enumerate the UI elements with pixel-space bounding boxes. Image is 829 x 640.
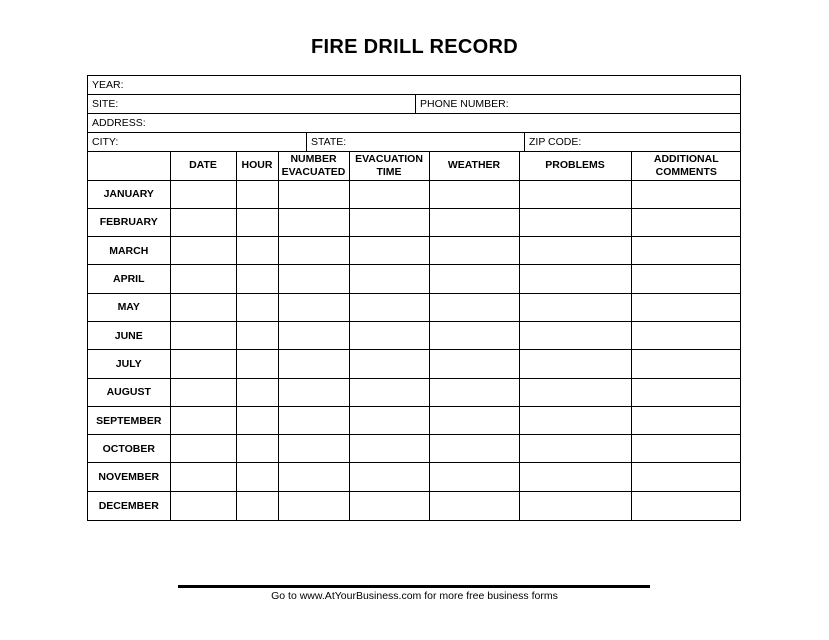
weather-cell[interactable] <box>429 180 519 208</box>
problems-cell[interactable] <box>519 293 631 321</box>
address-row <box>88 114 740 133</box>
address-field[interactable]: ADDRESS: <box>92 117 146 129</box>
hour-cell[interactable] <box>236 491 278 519</box>
weather-cell[interactable] <box>429 321 519 349</box>
date-cell[interactable] <box>170 293 236 321</box>
additional-comments-cell[interactable] <box>631 321 741 349</box>
weather-cell[interactable] <box>429 406 519 434</box>
year-field[interactable]: YEAR: <box>92 79 124 91</box>
zip-code-field[interactable]: ZIP CODE: <box>524 133 740 151</box>
evacuation-time-cell[interactable] <box>349 463 429 491</box>
number-evacuated-cell[interactable] <box>278 406 349 434</box>
date-cell[interactable] <box>170 237 236 265</box>
weather-cell[interactable] <box>429 265 519 293</box>
hour-cell[interactable] <box>236 435 278 463</box>
hour-cell[interactable] <box>236 378 278 406</box>
additional-comments-cell[interactable] <box>631 491 741 519</box>
additional-comments-cell[interactable] <box>631 406 741 434</box>
weather-cell[interactable] <box>429 435 519 463</box>
year-row <box>88 76 740 95</box>
month-label: FEBRUARY <box>88 208 170 236</box>
hour-cell[interactable] <box>236 265 278 293</box>
number-evacuated-cell[interactable] <box>278 350 349 378</box>
weather-cell[interactable] <box>429 350 519 378</box>
problems-cell[interactable] <box>519 208 631 236</box>
month-label: DECEMBER <box>88 491 170 519</box>
date-cell[interactable] <box>170 435 236 463</box>
number-evacuated-cell[interactable] <box>278 378 349 406</box>
number-evacuated-cell[interactable] <box>278 321 349 349</box>
city-row <box>88 133 740 152</box>
date-cell[interactable] <box>170 321 236 349</box>
header-row <box>88 152 741 180</box>
drill-log-table <box>88 152 741 520</box>
table-row <box>88 237 741 265</box>
month-label: JULY <box>88 350 170 378</box>
site-row <box>88 95 740 114</box>
number-evacuated-cell[interactable] <box>278 491 349 519</box>
phone-number-field[interactable]: PHONE NUMBER: <box>415 95 740 113</box>
weather-cell[interactable] <box>429 378 519 406</box>
evacuation-time-cell[interactable] <box>349 321 429 349</box>
corner-header <box>88 152 170 180</box>
month-label: MAY <box>88 293 170 321</box>
date-cell[interactable] <box>170 350 236 378</box>
page-title: FIRE DRILL RECORD <box>311 36 518 58</box>
additional-comments-cell[interactable] <box>631 265 741 293</box>
table-row <box>88 378 741 406</box>
month-label: MARCH <box>88 237 170 265</box>
date-cell[interactable] <box>170 378 236 406</box>
hour-cell[interactable] <box>236 321 278 349</box>
hour-cell[interactable] <box>236 406 278 434</box>
additional-comments-header: ADDITIONAL COMMENTS <box>631 152 741 180</box>
additional-comments-cell[interactable] <box>631 378 741 406</box>
additional-comments-cell[interactable] <box>631 463 741 491</box>
date-cell[interactable] <box>170 265 236 293</box>
problems-cell[interactable] <box>519 237 631 265</box>
weather-cell[interactable] <box>429 208 519 236</box>
hour-cell[interactable] <box>236 208 278 236</box>
weather-cell[interactable] <box>429 293 519 321</box>
date-cell[interactable] <box>170 406 236 434</box>
problems-cell[interactable] <box>519 350 631 378</box>
table-row <box>88 321 741 349</box>
evacuation-time-header: EVACUATION TIME <box>349 152 429 180</box>
date-header: DATE <box>170 152 236 180</box>
number-evacuated-header: NUMBER EVACUATED <box>278 152 349 180</box>
number-evacuated-cell[interactable] <box>278 180 349 208</box>
footer-note: Go to www.AtYourBusiness.com for more free business forms <box>271 590 558 602</box>
evacuation-time-cell[interactable] <box>349 491 429 519</box>
additional-comments-cell[interactable] <box>631 293 741 321</box>
month-label: JANUARY <box>88 180 170 208</box>
problems-cell[interactable] <box>519 378 631 406</box>
table-row <box>88 491 741 519</box>
evacuation-time-cell[interactable] <box>349 378 429 406</box>
evacuation-time-cell[interactable] <box>349 435 429 463</box>
hour-cell[interactable] <box>236 293 278 321</box>
additional-comments-cell[interactable] <box>631 208 741 236</box>
table-row <box>88 350 741 378</box>
city-field[interactable]: CITY: <box>92 136 119 148</box>
month-label: SEPTEMBER <box>88 406 170 434</box>
date-cell[interactable] <box>170 208 236 236</box>
table-row <box>88 293 741 321</box>
hour-cell[interactable] <box>236 237 278 265</box>
evacuation-time-cell[interactable] <box>349 293 429 321</box>
number-evacuated-cell[interactable] <box>278 265 349 293</box>
table-row <box>88 406 741 434</box>
month-label: AUGUST <box>88 378 170 406</box>
table-row <box>88 265 741 293</box>
evacuation-time-cell[interactable] <box>349 180 429 208</box>
table-row <box>88 208 741 236</box>
weather-cell[interactable] <box>429 463 519 491</box>
problems-cell[interactable] <box>519 463 631 491</box>
evacuation-time-cell[interactable] <box>349 208 429 236</box>
weather-cell[interactable] <box>429 237 519 265</box>
problems-cell[interactable] <box>519 265 631 293</box>
date-cell[interactable] <box>170 180 236 208</box>
additional-comments-cell[interactable] <box>631 435 741 463</box>
table-row <box>88 180 741 208</box>
weather-cell[interactable] <box>429 491 519 519</box>
table-row <box>88 463 741 491</box>
problems-cell[interactable] <box>519 321 631 349</box>
month-label: APRIL <box>88 265 170 293</box>
date-cell[interactable] <box>170 491 236 519</box>
state-field[interactable]: STATE: <box>306 133 524 151</box>
month-rows <box>88 180 741 520</box>
problems-cell[interactable] <box>519 491 631 519</box>
number-evacuated-cell[interactable] <box>278 208 349 236</box>
problems-header: PROBLEMS <box>519 152 631 180</box>
date-cell[interactable] <box>170 463 236 491</box>
hour-cell[interactable] <box>236 463 278 491</box>
site-field[interactable]: SITE: <box>92 98 119 110</box>
month-label: NOVEMBER <box>88 463 170 491</box>
weather-header: WEATHER <box>429 152 519 180</box>
evacuation-time-cell[interactable] <box>349 265 429 293</box>
additional-comments-cell[interactable] <box>631 180 741 208</box>
hour-cell[interactable] <box>236 350 278 378</box>
problems-cell[interactable] <box>519 435 631 463</box>
evacuation-time-cell[interactable] <box>349 406 429 434</box>
number-evacuated-cell[interactable] <box>278 463 349 491</box>
evacuation-time-cell[interactable] <box>349 350 429 378</box>
evacuation-time-cell[interactable] <box>349 237 429 265</box>
additional-comments-cell[interactable] <box>631 237 741 265</box>
month-label: OCTOBER <box>88 435 170 463</box>
hour-header: HOUR <box>236 152 278 180</box>
problems-cell[interactable] <box>519 406 631 434</box>
month-label: JUNE <box>88 321 170 349</box>
hour-cell[interactable] <box>236 180 278 208</box>
number-evacuated-cell[interactable] <box>278 237 349 265</box>
table-row <box>88 435 741 463</box>
footer-divider <box>178 585 650 588</box>
problems-cell[interactable] <box>519 180 631 208</box>
fire-drill-form <box>87 75 741 521</box>
number-evacuated-cell[interactable] <box>278 435 349 463</box>
number-evacuated-cell[interactable] <box>278 293 349 321</box>
additional-comments-cell[interactable] <box>631 350 741 378</box>
